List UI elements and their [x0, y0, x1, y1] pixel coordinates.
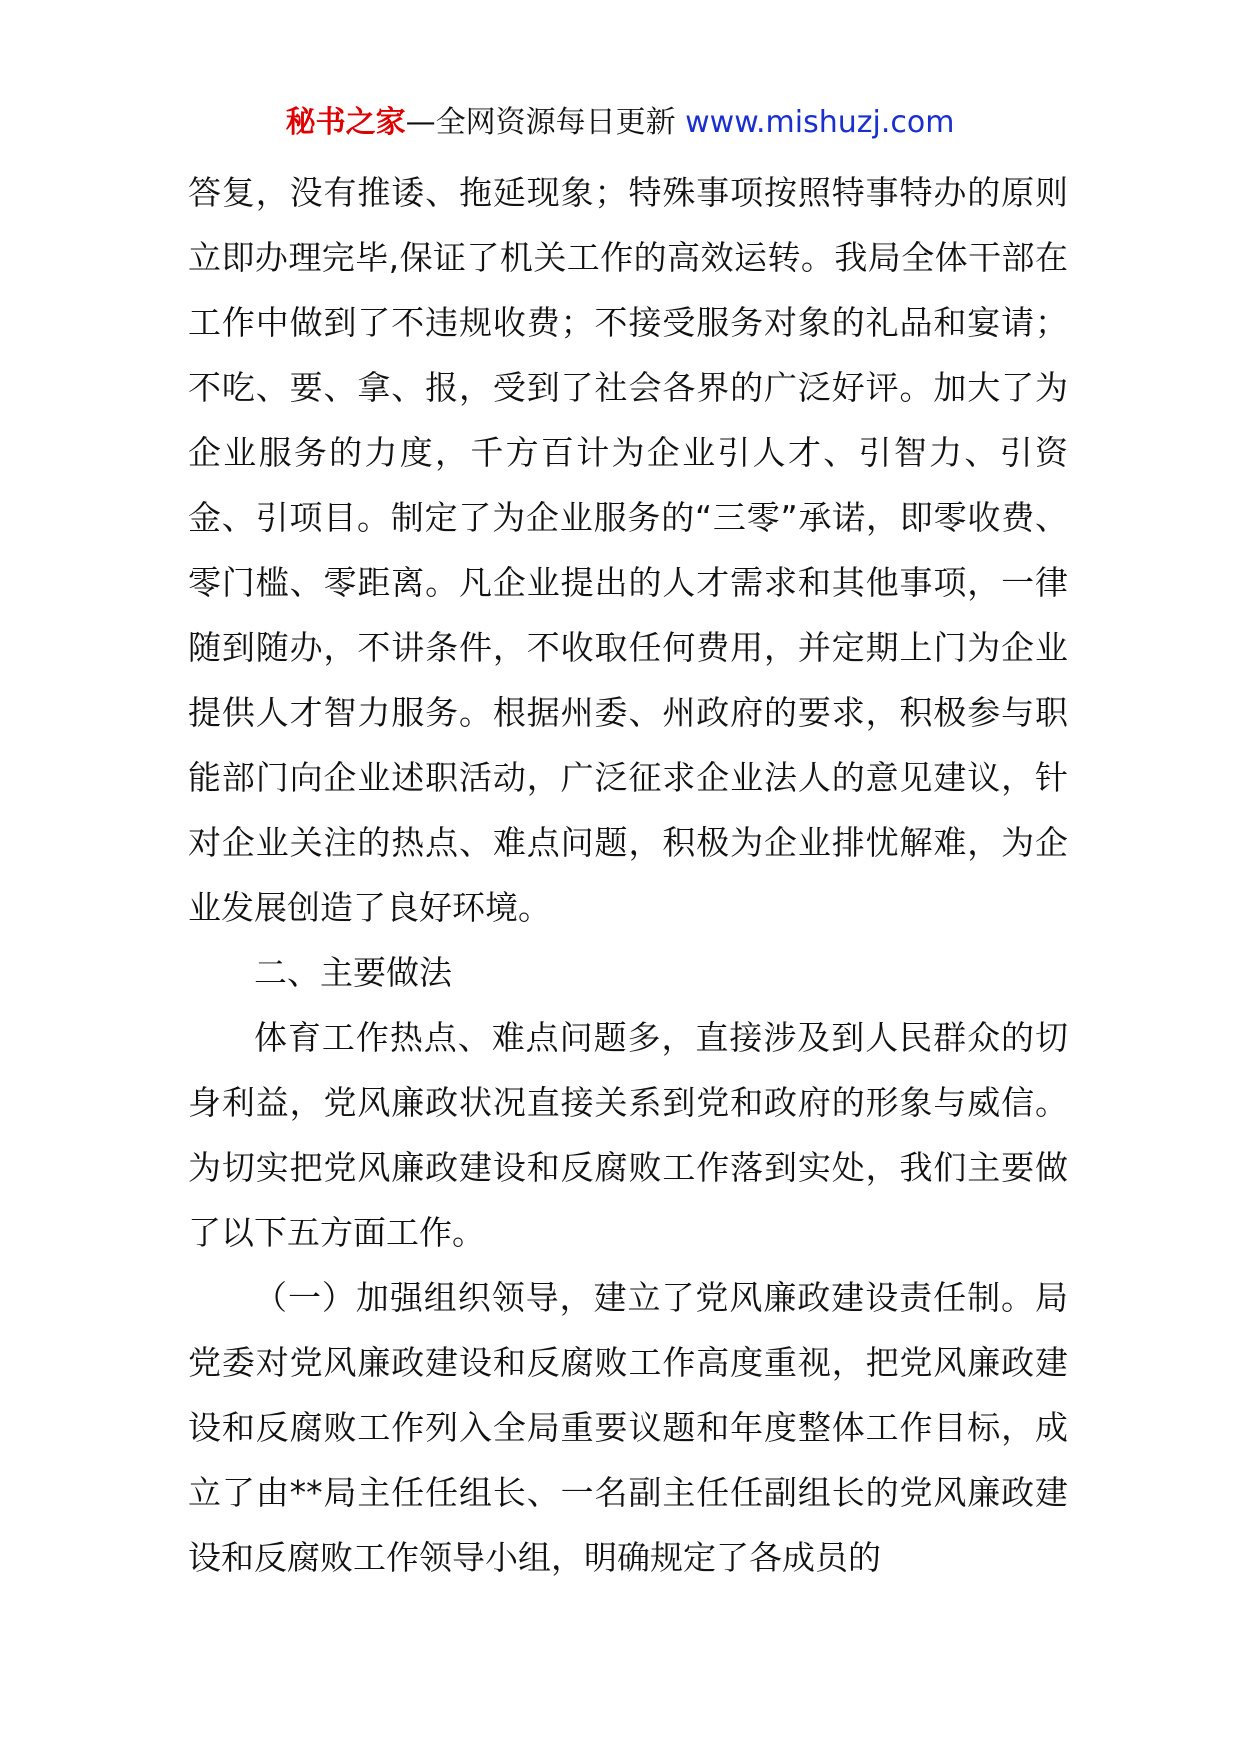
paragraph-continuation: 答复，没有推诿、拖延现象；特殊事项按照特事特办的原则立即办理完毕,保证了机关工作的高效运转。我局全体干部在工作中做到了不违规收费；不接受服务对象的礼品和宴请；不吃、要、拿、报，受到了社会各界的广泛好评。加大了为企业服务的力度，千方百计为企业引人才、引智力、引资金、引项目。制定了为企业服务的“三零”承诺，即零收费、零门槛、零距离。凡企业提出的人才需求和其他事项，一律随到随办，不讲条件，不收取任何费用，并定期上门为企业提供人才智力服务。根据州委、州政府的要求，积极参与职能部门向企业述职活动，广泛征求企业法人的意见建议，针对企业关注的热点、难点问题，积极为企业排忧解难，为企业发展创造了良好环境。	[188, 173, 1068, 927]
paragraph: 体育工作热点、难点问题多，直接涉及到人民群众的切身利益，党风廉政状况直接关系到党和政府的形象与威信。为切实把党风廉政建设和反腐败工作落到实处，我们主要做了以下五方面工作。	[188, 1018, 1068, 1252]
paragraph: （一）加强组织领导，建立了党风廉政建设责任制。局党委对党风廉政建设和反腐败工作高度重视，把党风廉政建设和反腐败工作列入全局重要议题和年度整体工作目标，成立了由**局主任任组长、一名副主任任副组长的党风廉政建设和反腐败工作领导小组，明确规定了各成员的	[188, 1278, 1068, 1577]
page-header	[0, 100, 1240, 146]
document-body	[188, 160, 1068, 1590]
section-heading: 二、主要做法	[254, 953, 452, 992]
header-tagline: —全网资源每日更新	[405, 105, 676, 140]
site-url-link[interactable]: www.mishuzj.com	[685, 105, 955, 140]
brand-name: 秘书之家	[285, 105, 406, 140]
